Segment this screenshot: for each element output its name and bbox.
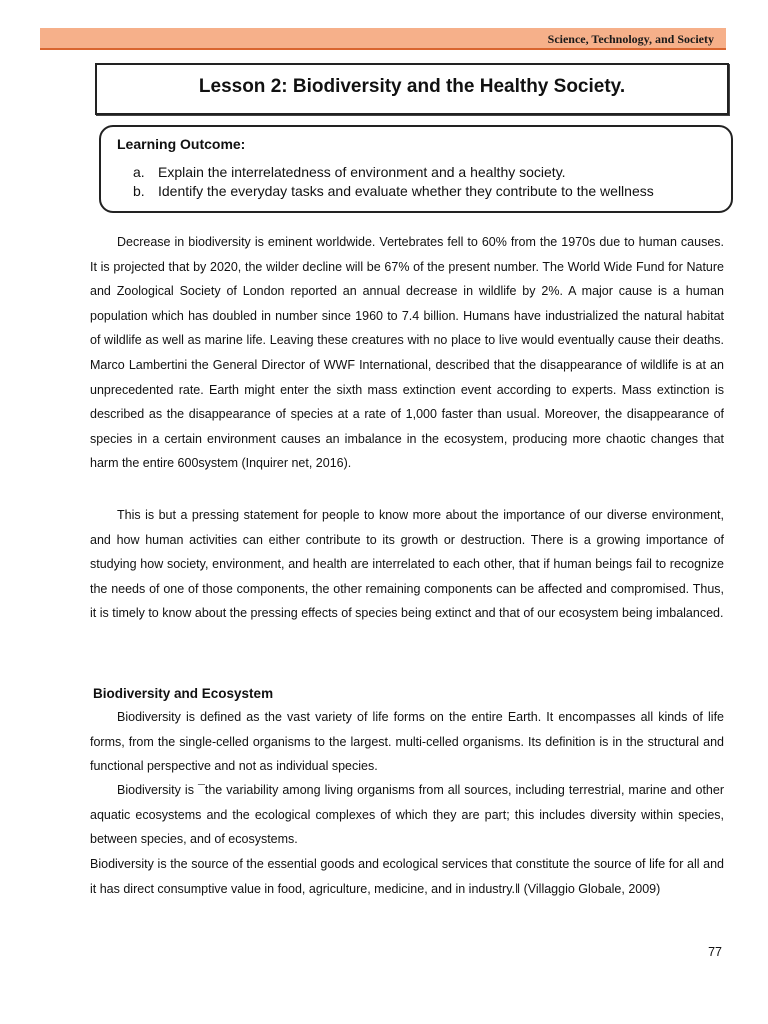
header-band <box>40 28 726 50</box>
learning-outcome-box <box>99 125 733 213</box>
header-text: Science, Technology, and Society <box>547 32 714 46</box>
paragraph-biodiversity-definition: Biodiversity is defined as the vast variety of life forms on the entire Earth. It encompasses all kinds of life forms, from the single-celled organisms to the largest. multi-celled organisms. Its definition is in the structural and functional perspective and not as individual species. <box>90 710 724 774</box>
list-item <box>133 182 654 201</box>
list-item-letter: a. <box>133 164 145 180</box>
paragraph-biodiversity-source: Biodiversity is the source of the essential goods and ecological services that constitute the source of life for all and it has direct consumptive value in food, agriculture, medicine, and in industry.‖ (Villaggio Globale, 2009) <box>90 857 724 896</box>
paragraph-biodiversity-decline: Decrease in biodiversity is eminent worldwide. Vertebrates fell to 60% from the 1970s due to human causes. It is projected that by 2020, the wilder decline will be 67% of the present number. The World Wide Fund for Nature and Zoological Society of London reported an annual decrease in wildlife by 2%. A major cause is a human population which has doubled in number since 1960 to 7.4 billion. Humans have industrialized the natural habitat of wildlife as well as marine life. Leaving these creatures with no place to live would eventually cause their deaths. Marco Lambertini the General Director of WWF International, described that the disappearance of wildlife is at an unprecedented rate. Earth might enter the sixth mass extinction event according to experts. Mass extinction is described as the disappearance of species at a rate of 1,000 faster than usual. Moreover, the disappearance of species in a certain environment causes an imbalance in the ecosystem, producing more chaotic changes that harm the entire 600system (Inquirer net, 2016). <box>90 235 724 471</box>
paragraph-biodiversity-variability: Biodiversity is ¯the variability among living organisms from all sources, including terrestrial, marine and other aquatic ecosystems and the ecological complexes of which they are part; this includes diversity within species, between species, and of ecosystems. <box>90 783 724 847</box>
page-number: 77 <box>708 945 722 959</box>
list-item-letter: b. <box>133 183 145 199</box>
paragraph-pressing-statement: This is but a pressing statement for people to know more about the importance of our diverse environment, and how human activities can either contribute to its growth or destruction. There is a growing importance of studying how society, environment, and health are interrelated to each other, that if human beings fail to recognize the needs of one of those components, the other remaining components can be affected and compromised. Thus, it is timely to know about the pressing effects of species being extinct and that of our ecosystem being imbalanced. <box>90 508 724 621</box>
list-item-text: Identify the everyday tasks and evaluate whether they contribute to the wellness <box>158 183 654 199</box>
section-heading: Biodiversity and Ecosystem <box>93 686 274 701</box>
list-item-text: Explain the interrelatedness of environment and a healthy society. <box>158 164 566 180</box>
lesson-title-box <box>95 63 729 115</box>
learning-outcome-list <box>133 163 654 201</box>
list-item <box>133 163 654 182</box>
lesson-title: Lesson 2: Biodiversity and the Healthy Society. <box>198 76 626 97</box>
learning-outcome-title: Learning Outcome: <box>117 136 246 152</box>
